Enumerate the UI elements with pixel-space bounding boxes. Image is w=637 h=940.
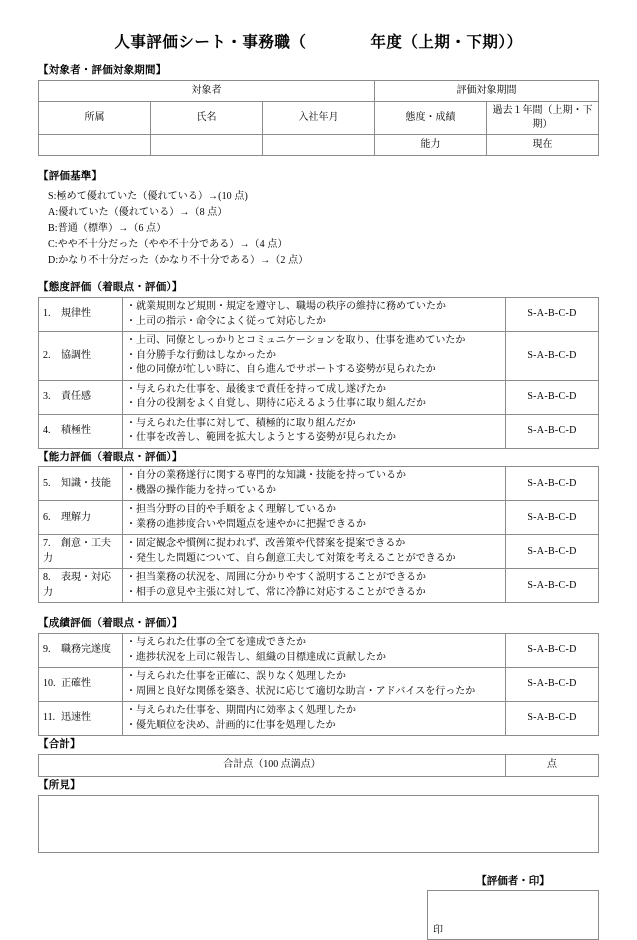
row-number-9: 9. xyxy=(43,644,51,656)
point-item: ・上司、同僚としっかりとコミュニケーションを取り、仕事を進めていたか xyxy=(126,335,466,347)
criteria-item-a: A:優れていた（優れている）→（8 点） xyxy=(48,206,228,218)
evaluator-seal-box[interactable] xyxy=(427,890,599,940)
row-number-11: 11. xyxy=(43,712,56,724)
point-item: ・他の同僚が忙しい時に、自ら進んでサポートする姿勢が見られたか xyxy=(126,364,436,376)
rating-scale-9[interactable]: S-A-B-C-D xyxy=(506,634,599,668)
criteria-item-d: D:かなり不十分だった（かなり不十分である）→（2 点） xyxy=(48,255,309,267)
row-label-6 xyxy=(39,501,123,535)
row-points-2 xyxy=(123,332,506,381)
criteria-list xyxy=(38,186,599,274)
row-label-7 xyxy=(39,535,123,569)
total-score-value[interactable]: 点 xyxy=(506,754,599,776)
row-number-7: 7. xyxy=(43,538,51,550)
rating-scale-5[interactable]: S-A-B-C-D xyxy=(506,467,599,501)
row-points-6 xyxy=(123,501,506,535)
row-number-5: 5. xyxy=(43,477,51,489)
row-name-5: 知識・技能 xyxy=(61,477,111,489)
point-item: ・就業規則など規則・規定を遵守し、職場の秩序の維持に務めていたか xyxy=(126,301,446,313)
table-row xyxy=(39,535,599,569)
rating-scale-10[interactable]: S-A-B-C-D xyxy=(506,668,599,702)
evaluator-seal-heading: 【評価者・印】 xyxy=(476,875,550,887)
criteria-item-c: C:やや不十分だった（やや不十分である）→（4 点） xyxy=(48,239,288,251)
row-points-8 xyxy=(123,569,506,603)
row-name-10: 正確性 xyxy=(61,678,91,690)
section-heading-criteria: 【評価基準】 xyxy=(38,170,103,182)
period-label-attitude: 態度・成績 xyxy=(375,101,487,134)
performance-evaluation-table xyxy=(38,633,599,736)
row-points-7 xyxy=(123,535,506,569)
point-item: ・担当業務の状況を、周囲に分かりやすく説明することができるか xyxy=(126,572,426,584)
field-join-date[interactable] xyxy=(263,134,375,155)
row-label-11 xyxy=(39,702,123,736)
seal-label: 印 xyxy=(433,924,443,936)
row-number-3: 3. xyxy=(43,390,51,402)
section-heading-target: 【対象者・評価対象期間】 xyxy=(38,65,167,76)
point-item: ・機器の操作能力を持っているか xyxy=(126,484,276,496)
rating-scale-6[interactable]: S-A-B-C-D xyxy=(506,501,599,535)
row-label-1 xyxy=(39,298,123,332)
point-item: ・上司の指示・命令によく従って対応したか xyxy=(126,315,326,327)
row-points-4 xyxy=(123,414,506,448)
row-name-4: 積極性 xyxy=(61,424,91,436)
remarks-input[interactable] xyxy=(38,795,599,853)
total-score-label: 合計点（100 点満点） xyxy=(39,754,506,776)
table-row xyxy=(39,380,599,414)
row-number-8: 8. xyxy=(43,572,51,584)
section-heading-total: 【合計】 xyxy=(38,739,81,751)
rating-scale-7[interactable]: S-A-B-C-D xyxy=(506,535,599,569)
point-item: ・仕事を改善し、範囲を拡大しようとする姿勢が見られたか xyxy=(126,432,396,444)
row-label-8 xyxy=(39,569,123,603)
target-period-table xyxy=(38,80,599,156)
row-label-2 xyxy=(39,332,123,381)
row-label-3 xyxy=(39,380,123,414)
row-name-6: 理解力 xyxy=(61,511,91,523)
evaluator-seal-section xyxy=(38,873,599,940)
point-item: ・与えられた仕事を、期間内に効率よく処理したか xyxy=(126,705,356,717)
table-row xyxy=(39,134,599,155)
attitude-evaluation-table xyxy=(38,297,599,449)
section-heading-remarks: 【所見】 xyxy=(38,779,81,791)
rating-scale-11[interactable]: S-A-B-C-D xyxy=(506,702,599,736)
point-item: ・与えられた仕事の全てを達成できたか xyxy=(126,637,306,649)
field-department[interactable] xyxy=(39,134,151,155)
table-row xyxy=(39,80,599,101)
row-name-7: 創意・工夫力 xyxy=(43,538,111,564)
table-row xyxy=(39,501,599,535)
point-item: ・自分の業務遂行に関する専門的な知識・技能を持っているか xyxy=(126,470,406,482)
table-row xyxy=(39,414,599,448)
row-label-5 xyxy=(39,467,123,501)
row-number-1: 1. xyxy=(43,308,51,320)
point-item: ・与えられた仕事に対して、積極的に取り組んだか xyxy=(126,417,356,429)
period-label-ability: 能力 xyxy=(375,134,487,155)
row-name-11: 迅速性 xyxy=(61,712,91,724)
row-name-8: 表現・対応力 xyxy=(43,572,111,598)
row-number-10: 10. xyxy=(43,678,56,690)
row-name-3: 責任感 xyxy=(61,390,91,402)
table-row xyxy=(39,569,599,603)
point-item: ・相手の意見や主張に対して、常に冷静に対応することができるか xyxy=(126,586,426,598)
table-row xyxy=(39,332,599,381)
point-item: ・業務の進捗度合いや問題点を速やかに把握できるか xyxy=(126,518,366,530)
rating-scale-1[interactable]: S-A-B-C-D xyxy=(506,298,599,332)
row-label-4 xyxy=(39,414,123,448)
point-item: ・発生した問題について、自ら創意工夫して対策を考えることができるか xyxy=(126,552,456,564)
row-number-2: 2. xyxy=(43,349,51,361)
table-row xyxy=(39,298,599,332)
row-label-9 xyxy=(39,634,123,668)
criteria-item-s: S:極めて優れていた（優れている）→(10 点) xyxy=(48,190,248,202)
group-header-subject: 対象者 xyxy=(39,80,375,101)
rating-scale-8[interactable]: S-A-B-C-D xyxy=(506,569,599,603)
point-item: ・自分の役割をよく自覚し、期待に応えるよう仕事に取り組んだか xyxy=(126,398,426,410)
section-heading-performance: 【成績評価（着眼点・評価）】 xyxy=(38,618,183,630)
point-item: ・固定観念や慣例に捉われず、改善策や代替案を提案できるか xyxy=(126,538,406,550)
point-item: ・与えられた仕事を正確に、誤りなく処理したか xyxy=(126,671,346,683)
row-name-1: 規律性 xyxy=(61,308,91,320)
row-label-10 xyxy=(39,668,123,702)
total-score-table xyxy=(38,754,599,777)
point-item: ・自分勝手な行動はしなかったか xyxy=(126,349,276,361)
period-value-ability: 現在 xyxy=(487,134,599,155)
row-number-4: 4. xyxy=(43,424,51,436)
table-row xyxy=(39,634,599,668)
section-heading-ability: 【能力評価（着眼点・評価）】 xyxy=(38,451,183,463)
row-points-10 xyxy=(123,668,506,702)
table-row xyxy=(39,754,599,776)
column-header-name: 氏名 xyxy=(151,101,263,134)
rating-scale-4[interactable]: S-A-B-C-D xyxy=(506,414,599,448)
point-item: ・優先順位を決め、計画的に仕事を処理したか xyxy=(126,719,336,731)
point-item: ・周囲と良好な関係を築き、状況に応じて適切な助言・アドバイスを行ったか xyxy=(126,685,476,697)
criteria-item-b: B:普通（標準）→（6 点） xyxy=(48,222,167,234)
point-item: ・与えられた仕事を、最後まで責任を持って成し遂げたか xyxy=(126,383,386,395)
table-row xyxy=(39,101,599,134)
point-item: ・担当分野の目的や手順をよく理解しているか xyxy=(126,504,336,516)
page-title: 人事評価シート・事務職（ 年度（上期・下期）） xyxy=(114,34,523,51)
period-value-attitude: 過去１年間（上期・下期） xyxy=(487,101,599,134)
row-points-9 xyxy=(123,634,506,668)
column-header-department: 所属 xyxy=(39,101,151,134)
group-header-period: 評価対象期間 xyxy=(375,80,599,101)
row-number-6: 6. xyxy=(43,511,51,523)
table-row xyxy=(39,702,599,736)
rating-scale-3[interactable]: S-A-B-C-D xyxy=(506,380,599,414)
row-points-5 xyxy=(123,467,506,501)
row-points-1 xyxy=(123,298,506,332)
row-points-11 xyxy=(123,702,506,736)
table-row xyxy=(39,668,599,702)
point-item: ・進捗状況を上司に報告し、組織の目標達成に貢献したか xyxy=(126,651,386,663)
row-name-2: 協調性 xyxy=(61,349,91,361)
rating-scale-2[interactable]: S-A-B-C-D xyxy=(506,332,599,381)
field-name[interactable] xyxy=(151,134,263,155)
column-header-join-date: 入社年月 xyxy=(263,101,375,134)
ability-evaluation-table xyxy=(38,466,599,603)
table-row xyxy=(39,467,599,501)
section-heading-attitude: 【態度評価（着眼点・評価）】 xyxy=(38,282,183,294)
row-name-9: 職務完遂度 xyxy=(61,644,111,656)
row-points-3 xyxy=(123,380,506,414)
